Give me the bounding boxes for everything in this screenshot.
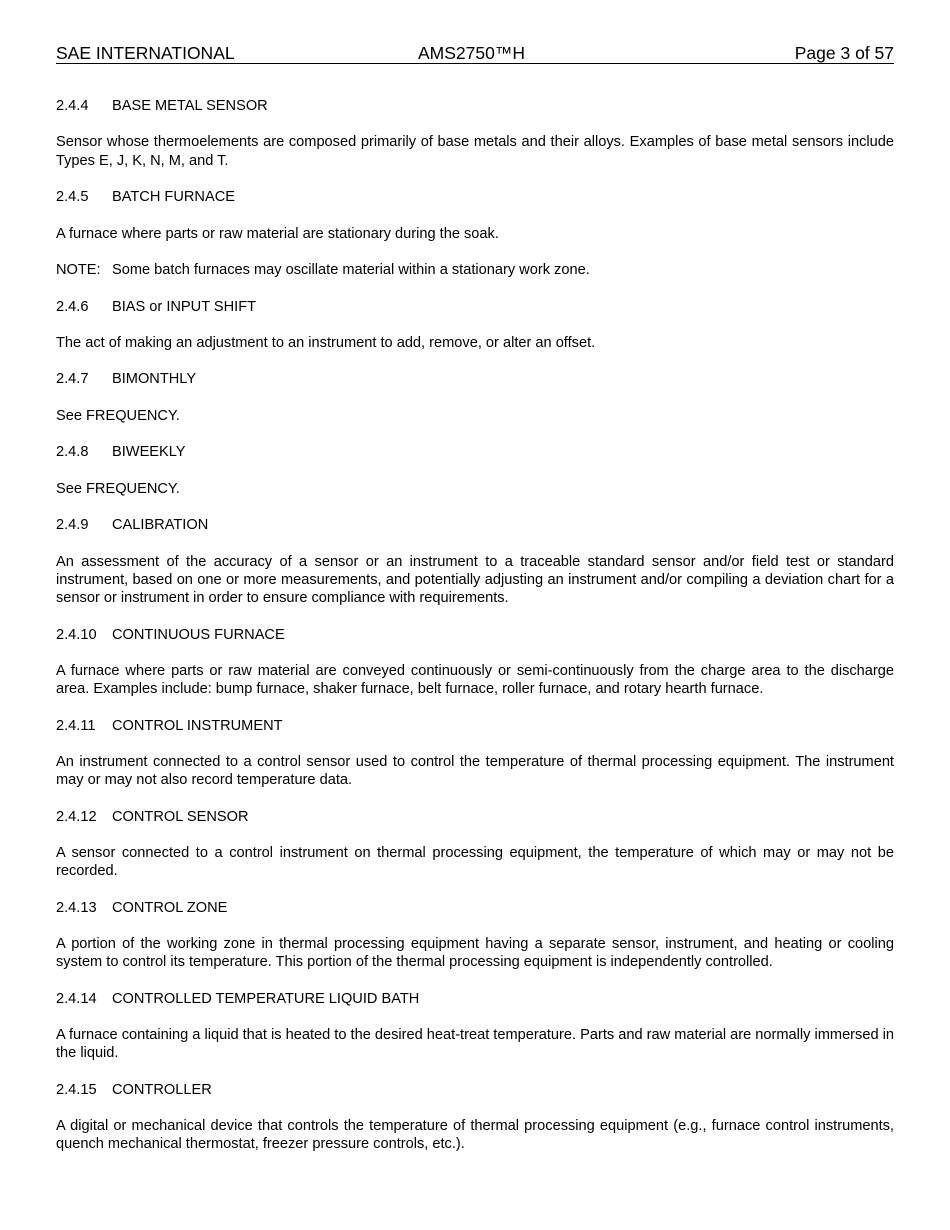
section-title: BIWEEKLY xyxy=(112,444,186,461)
section-heading xyxy=(56,717,894,735)
section-title: BIMONTHLY xyxy=(112,371,197,388)
section-body: A portion of the working zone in thermal processing equipment having a separate sensor, instrument, and heating or cooling system to control its temperature. This portion of the thermal processing equipment is independently controlled. xyxy=(56,936,894,971)
section-number: 2.4.5 xyxy=(56,189,89,206)
section-number: 2.4.9 xyxy=(56,517,89,534)
section-heading xyxy=(56,298,894,316)
section-number: 2.4.13 xyxy=(56,899,97,916)
section-number: 2.4.8 xyxy=(56,444,89,461)
section-title: BATCH FURNACE xyxy=(112,189,235,206)
section-heading xyxy=(56,990,894,1008)
section-number: 2.4.11 xyxy=(56,717,96,734)
section-title: BASE METAL SENSOR xyxy=(112,98,268,114)
section-title: CONTINUOUS FURNACE xyxy=(112,626,285,643)
section-body: The act of making an adjustment to an instrument to add, remove, or alter an offset. xyxy=(56,335,596,351)
section-title: CONTROL INSTRUMENT xyxy=(112,717,283,734)
section-heading xyxy=(56,808,894,826)
section-heading xyxy=(56,443,894,461)
section-body: A sensor connected to a control instrument on thermal processing equipment, the temperature of which may or may not be recorded. xyxy=(56,845,894,880)
section-number: 2.4.14 xyxy=(56,990,97,1007)
section-heading xyxy=(56,1081,894,1099)
header-document-id: AMS2750™H xyxy=(418,43,525,63)
section-title: CONTROLLER xyxy=(112,1081,212,1098)
section-body: A furnace where parts or raw material are stationary during the soak. xyxy=(56,225,499,242)
section-body: A digital or mechanical device that controls the temperature of thermal processing equipment (e.g., furnace control instruments, quench mechanical thermostat, freezer pressure controls, etc.). xyxy=(56,1118,894,1153)
section-number: 2.4.12 xyxy=(56,808,97,825)
section-heading xyxy=(56,626,894,644)
section-title: CONTROL ZONE xyxy=(112,899,228,916)
section-title: BIAS or INPUT SHIFT xyxy=(112,298,257,315)
header-page-number: Page 3 of 57 xyxy=(794,43,894,63)
note-label: NOTE: xyxy=(56,262,101,279)
section-heading xyxy=(56,899,894,917)
section-number: 2.4.4 xyxy=(56,98,89,114)
header-organization: SAE INTERNATIONAL xyxy=(56,43,235,63)
section-body: A furnace containing a liquid that is heated to the desired heat-treat temperature. Parts and raw material are normally immersed in the liquid. xyxy=(56,1027,894,1062)
section-heading xyxy=(56,188,894,206)
section-body: Sensor whose thermoelements are composed primarily of base metals and their alloys. Examples of base metal sensors include Types E, J, K, N, M, and T. xyxy=(56,134,894,169)
section-number: 2.4.6 xyxy=(56,298,89,315)
section-heading xyxy=(56,370,894,388)
section-title: CALIBRATION xyxy=(112,517,209,534)
section-body: See FREQUENCY. xyxy=(56,407,180,424)
section-title: CONTROLLED TEMPERATURE LIQUID BATH xyxy=(112,990,420,1007)
section-number: 2.4.10 xyxy=(56,626,97,643)
section-body: An assessment of the accuracy of a sensor or an instrument to a traceable standard sensor and/or field test or standard instrument, based on one or more measurements, and potentially adjusting an instrument and/or compiling a deviation chart for a sensor or instrument in order to ensure compliance with requirements. xyxy=(56,553,894,607)
section-body: An instrument connected to a control sensor used to control the temperature of thermal processing equipment. The instrument may or may not also record temperature data. xyxy=(56,754,894,789)
note-text: Some batch furnaces may oscillate material within a stationary work zone. xyxy=(112,262,590,279)
section-body: See FREQUENCY. xyxy=(56,480,180,497)
section-title: CONTROL SENSOR xyxy=(112,808,249,825)
section-number: 2.4.7 xyxy=(56,371,89,388)
page-header xyxy=(56,43,894,64)
section-note xyxy=(56,261,894,279)
section-body: A furnace where parts or raw material are conveyed continuously or semi-continuously from the charge area to the discharge area. Examples include: bump furnace, shaker furnace, belt furnace, roller furnace, and rotary hearth furnace. xyxy=(56,663,894,698)
section-heading xyxy=(56,97,894,115)
document-body xyxy=(56,97,894,1172)
section-heading xyxy=(56,516,894,534)
section-number: 2.4.15 xyxy=(56,1081,97,1098)
